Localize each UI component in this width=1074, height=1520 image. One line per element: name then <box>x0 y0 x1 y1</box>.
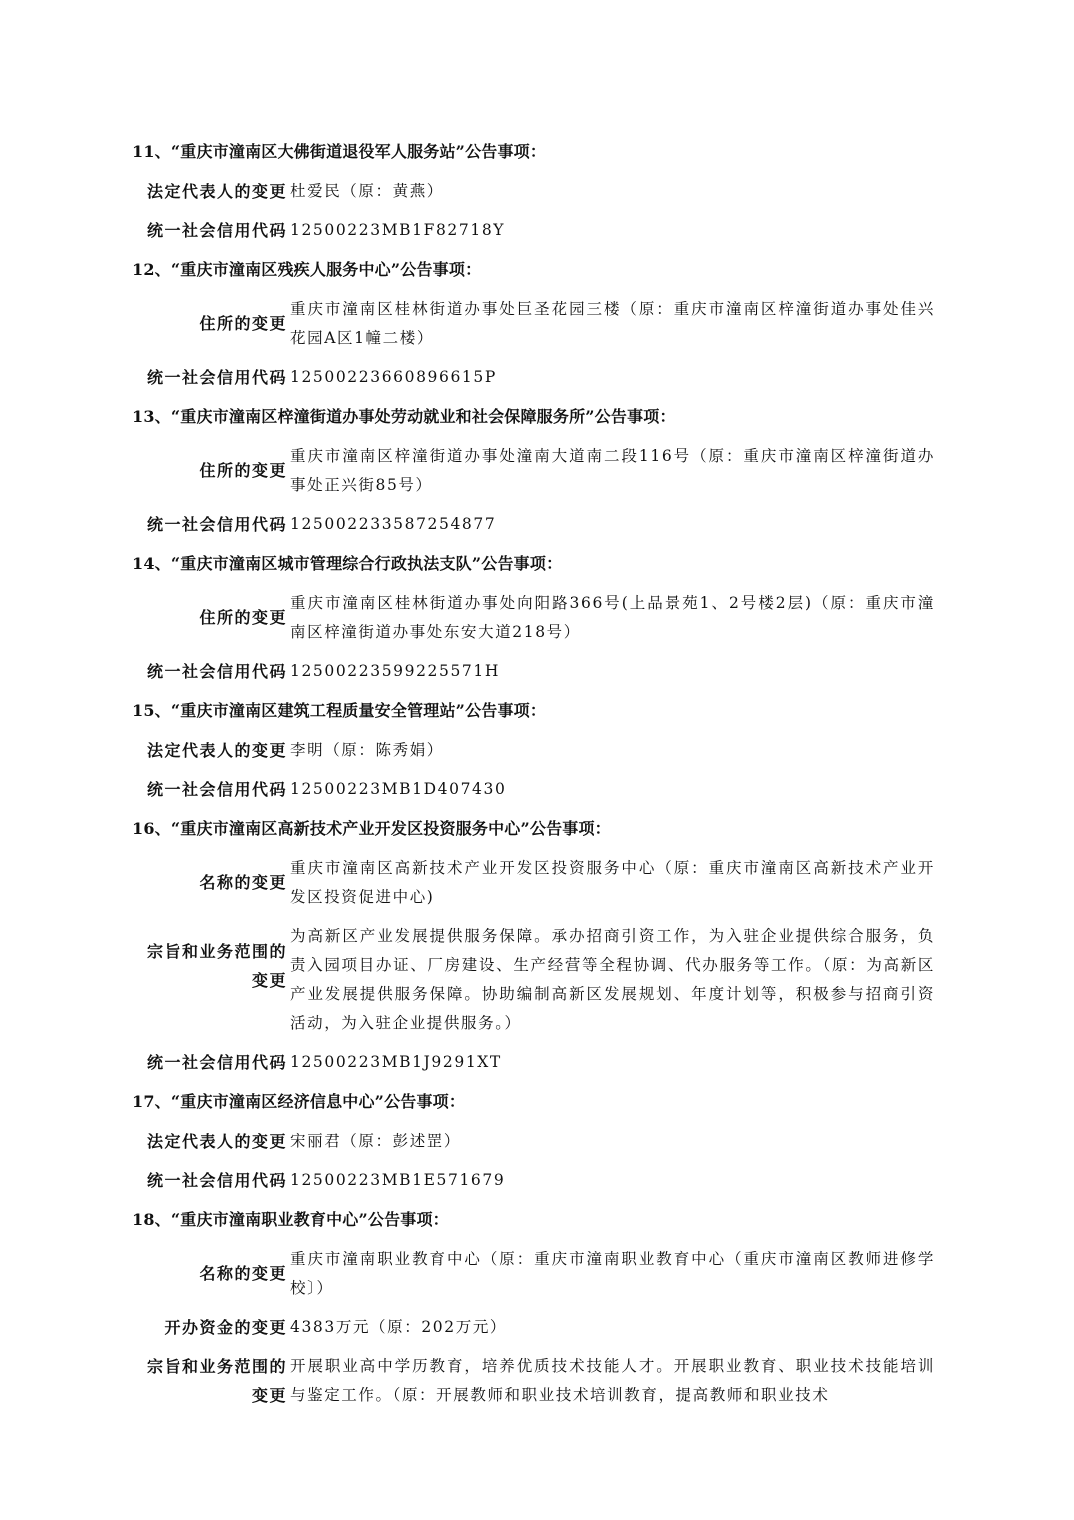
section-heading: 16、“重庆市潼南区高新技术产业开发区投资服务中心”公告事项： <box>132 819 611 838</box>
field-label: 法定代表人的变更 <box>146 1132 287 1151</box>
field-label: 法定代表人的变更 <box>146 182 287 201</box>
credit-code: 12500223660896615P <box>290 368 497 386</box>
field-label-line: 宗旨和业务范围的 <box>146 942 287 961</box>
field-row <box>132 295 947 353</box>
credit-code: 12500223MB1E571679 <box>290 1171 506 1189</box>
field-row <box>132 854 947 912</box>
credit-code: 12500223MB1F82718Y <box>290 221 506 239</box>
field-label-line: 变更 <box>251 971 287 990</box>
field-label: 统一社会信用代码 <box>146 515 287 534</box>
field-value: 开展职业高中学历教育，培养优质技术技能人才。开展职业教育、职业技术技能培训与鉴定工作。（原：开展教师和职业技术培训教育，提高教师和职业技术 <box>290 1357 935 1404</box>
field-row <box>132 363 947 392</box>
field-label: 名称的变更 <box>199 873 287 892</box>
field-value: 为高新区产业发展提供服务保障。承办招商引资工作，为入驻企业提供综合服务，负责入园项目办证、厂房建设、生产经营等全程协调、代办服务等工作。（原：为高新区产业发展提供服务保障。协助编制高新区发展规划、年度计划等，积极参与招商引资活动，为入驻企业提供服务。） <box>290 927 935 1032</box>
credit-code: 125002233587254877 <box>290 515 497 533</box>
section-heading: 13、“重庆市潼南区梓潼街道办事处劳动就业和社会保障服务所”公告事项： <box>132 407 676 426</box>
field-label: 统一社会信用代码 <box>146 1171 287 1190</box>
field-value: 重庆市潼南区桂林街道办事处向阳路366号(上品景苑1、2号楼2层)（原：重庆市潼南区梓潼街道办事处东安大道218号） <box>290 594 935 641</box>
field-label: 开办资金的变更 <box>164 1318 287 1337</box>
field-row <box>132 657 947 686</box>
field-row <box>132 1352 947 1410</box>
field-value: 杜爱民（原：黄燕） <box>290 182 444 200</box>
field-row <box>132 775 947 804</box>
field-label-line: 宗旨和业务范围的 <box>146 1357 287 1376</box>
field-label: 统一社会信用代码 <box>146 1053 287 1072</box>
field-label: 统一社会信用代码 <box>146 662 287 681</box>
field-row <box>132 736 947 765</box>
field-label: 统一社会信用代码 <box>146 368 287 387</box>
field-value: 重庆市潼南区高新技术产业开发区投资服务中心（原：重庆市潼南区高新技术产业开发区投资促进中心) <box>290 859 935 906</box>
section-heading: 15、“重庆市潼南区建筑工程质量安全管理站”公告事项： <box>132 701 547 720</box>
field-row <box>132 1313 947 1342</box>
field-row <box>132 510 947 539</box>
announcement-body <box>132 137 947 1420</box>
field-row <box>132 177 947 206</box>
field-value: 重庆市潼南区桂林街道办事处巨圣花园三楼（原：重庆市潼南区梓潼街道办事处佳兴花园A区1幢二楼） <box>290 300 935 347</box>
section-heading: 14、“重庆市潼南区城市管理综合行政执法支队”公告事项： <box>132 554 563 573</box>
field-label-line: 变更 <box>251 1386 287 1405</box>
field-label: 统一社会信用代码 <box>146 780 287 799</box>
field-row <box>132 1166 947 1195</box>
field-value: 李明（原：陈秀娟） <box>290 741 444 759</box>
section-heading: 17、“重庆市潼南区经济信息中心”公告事项： <box>132 1092 466 1111</box>
field-row <box>132 1127 947 1156</box>
field-label: 住所的变更 <box>199 314 287 333</box>
credit-code: 12500223MB1J9291XT <box>290 1053 502 1071</box>
field-value: 重庆市潼南职业教育中心（原：重庆市潼南职业教育中心（重庆市潼南区教师进修学校〕） <box>290 1250 935 1297</box>
field-label <box>132 922 290 995</box>
field-label: 住所的变更 <box>199 608 287 627</box>
field-row <box>132 216 947 245</box>
field-value: 宋丽君（原：彭述罡） <box>290 1132 462 1150</box>
section-heading: 11、“重庆市潼南区大佛街道退役军人服务站”公告事项： <box>132 142 547 161</box>
field-label: 法定代表人的变更 <box>146 741 287 760</box>
field-row <box>132 442 947 500</box>
credit-code: 12500223599225571H <box>290 662 500 680</box>
field-label: 住所的变更 <box>199 461 287 480</box>
field-row <box>132 922 947 1038</box>
section-heading: 18、“重庆市潼南职业教育中心”公告事项： <box>132 1210 449 1229</box>
field-label <box>132 1352 290 1410</box>
field-row <box>132 1245 947 1303</box>
field-label: 名称的变更 <box>199 1264 287 1283</box>
field-value: 4383万元（原：202万元） <box>290 1318 508 1336</box>
field-row <box>132 589 947 647</box>
field-label: 统一社会信用代码 <box>146 221 287 240</box>
field-row <box>132 1048 947 1077</box>
section-heading: 12、“重庆市潼南区残疾人服务中心”公告事项： <box>132 260 482 279</box>
credit-code: 12500223MB1D407430 <box>290 780 507 798</box>
field-value: 重庆市潼南区梓潼街道办事处潼南大道南二段116号（原：重庆市潼南区梓潼街道办事处正兴街85号） <box>290 447 935 494</box>
